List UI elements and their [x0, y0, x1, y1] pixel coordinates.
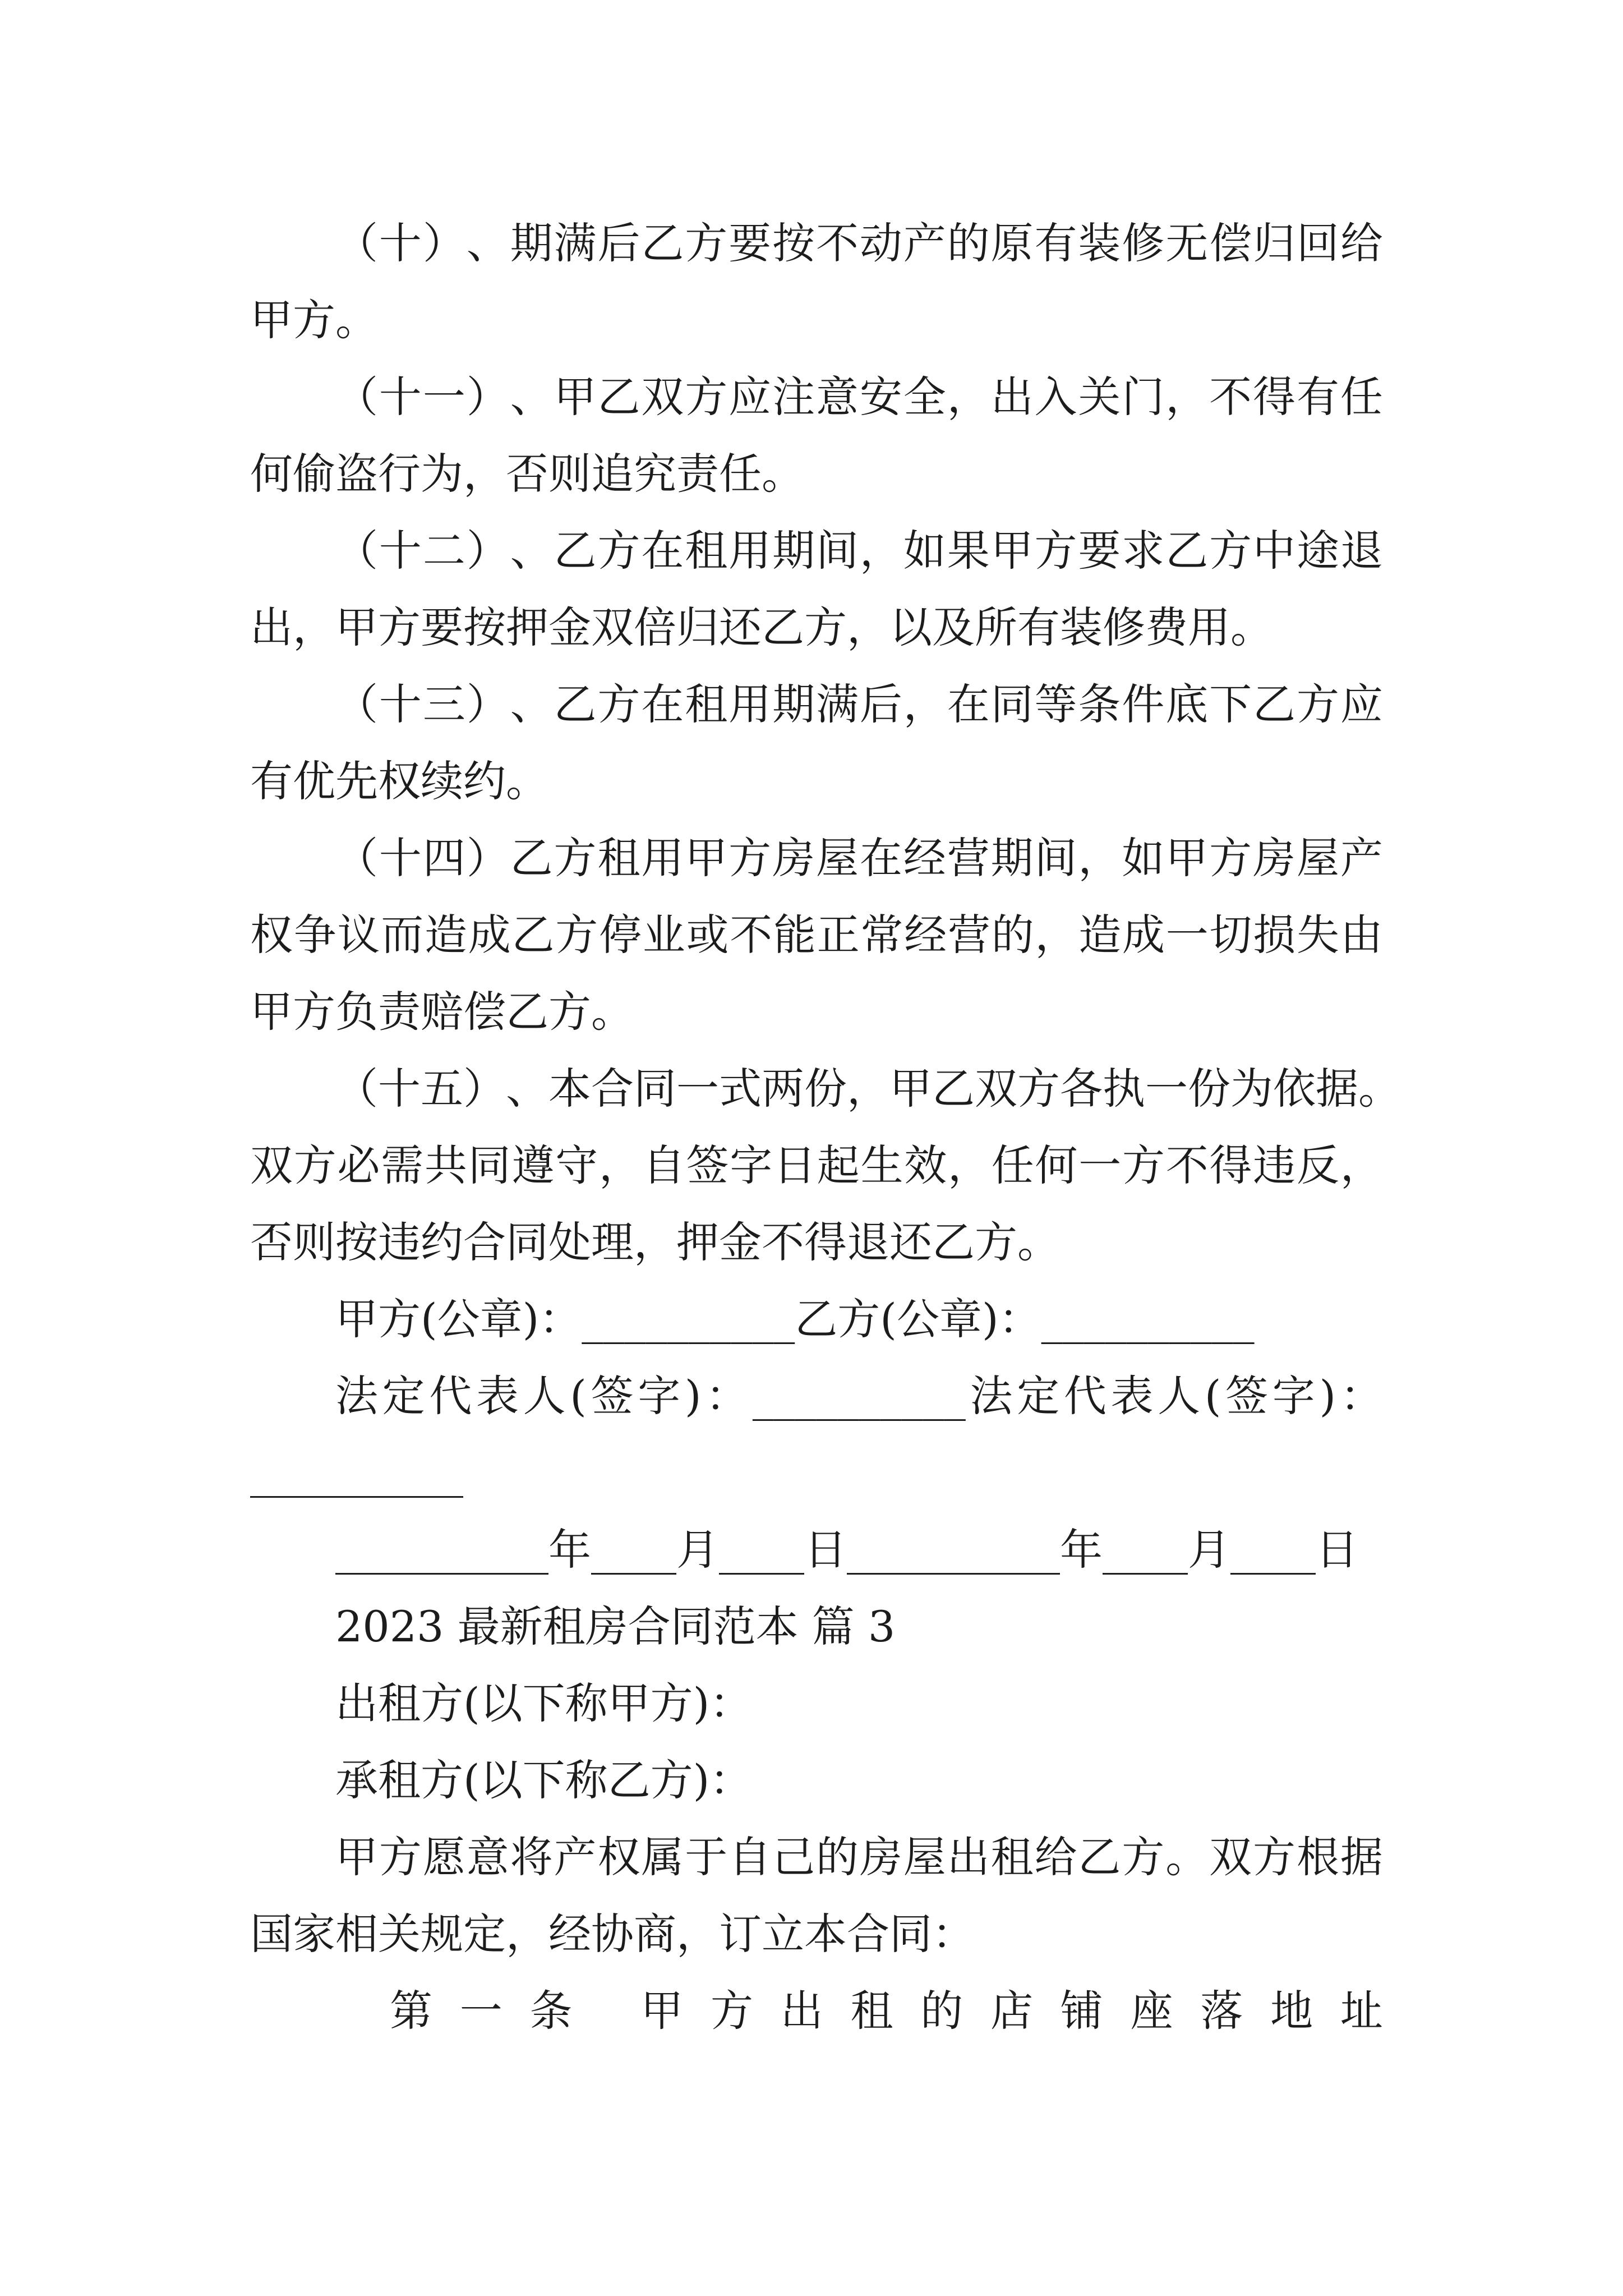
clause-11-line-2: 何偷盗行为，否则追究责任。: [250, 449, 804, 499]
clause-13-line-1: （ 十 三 ） 、 乙 方 在 租 用 期 满 后 ， 在 同 等 条 件 底 下 乙 方 应: [335, 679, 1383, 729]
clause-15-line-1: （ 十 五 ） 、 本 合 同 一 式 两 份 ， 甲 乙 双 方 各 执 一 份 为 依 据 。: [335, 1064, 1401, 1114]
representative-signature-line-1: 法 定 代 表 人 ( 签 字 ) ： __________ 法 定 代 表 人 ( 签 字 ) ：: [335, 1371, 1383, 1421]
intro-line-2: 国家相关规定，经协商，订立本合同：: [250, 1909, 975, 1959]
seal-signature-line: 甲方(公章)：__________乙方(公章)：__________: [335, 1294, 1255, 1344]
clause-11-line-1: （ 十 一 ） 、 甲 乙 双 方 应 注 意 安 全 ， 出 入 关 门 ， 不 得 有 任: [335, 372, 1383, 422]
clause-14-line-3: 甲方负责赔偿乙方。: [250, 987, 634, 1037]
clause-10-line-2: 甲方。: [250, 295, 378, 345]
representative-signature-line-2: __________: [250, 1448, 463, 1498]
article-1-line: 第 一 条 甲 方 出 租 的 店 铺 座 落 地 址: [390, 1986, 1383, 2036]
lessor-line: 出租方(以下称甲方)：: [335, 1678, 753, 1728]
section-title: 2023 最新租房合同范本 篇 3: [335, 1602, 896, 1651]
clause-12-line-2: 出，甲方要按押金双倍归还乙方，以及所有装修费用。: [250, 602, 1273, 652]
clause-14-line-2: 权 争 议 而 造 成 乙 方 停 业 或 不 能 正 常 经 营 的 ， 造 成 一 切 损 失 由: [250, 910, 1383, 960]
clause-10-line-1: （ 十 ） 、 期 满 后 乙 方 要 按 不 动 产 的 原 有 装 修 无 偿 归 回 给: [335, 218, 1383, 268]
lessee-line: 承租方(以下称乙方)：: [335, 1755, 753, 1805]
clause-14-line-1: （ 十 四 ） 乙 方 租 用 甲 方 房 屋 在 经 营 期 间 ， 如 甲 方 房 屋 产: [335, 833, 1383, 883]
clause-13-line-2: 有优先权续约。: [250, 756, 548, 806]
intro-line-1: 甲 方 愿 意 将 产 权 属 于 自 己 的 房 屋 出 租 给 乙 方 。 双 方 根 据: [335, 1832, 1383, 1882]
clause-15-line-2: 双 方 必 需 共 同 遵 守 ， 自 签 字 日 起 生 效 ， 任 何 一 方 不 得 违 反 ，: [250, 1140, 1383, 1190]
clause-12-line-1: （ 十 二 ） 、 乙 方 在 租 用 期 间 ， 如 果 甲 方 要 求 乙 方 中 途 退: [335, 526, 1383, 576]
document-body: [250, 205, 1401, 2049]
signature-date-line: __________年____月____日__________年____月____日: [335, 1525, 1358, 1575]
clause-15-line-3: 否则按违约合同处理，押金不得退还乙方。: [250, 1217, 1060, 1267]
